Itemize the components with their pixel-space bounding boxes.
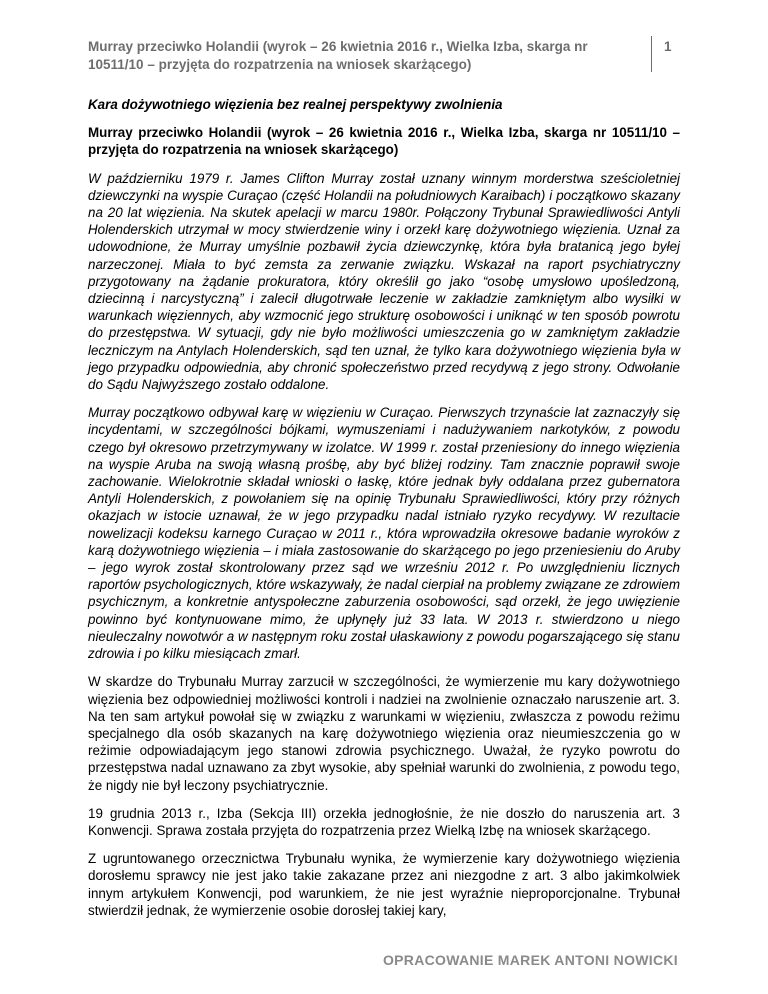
page-number: 1	[664, 39, 672, 54]
header-divider	[651, 36, 652, 72]
section-title: Kara dożywotniego więzienia bez realnej perspektywy zwolnienia	[88, 97, 503, 112]
document-body	[88, 96, 680, 930]
paragraph-complaint: W skardze do Trybunału Murray zarzucił w szczególności, że wymierzenie mu kary dożywotniego więzienia bez odpowiedniej możliwości kontroli i nadziei na zwolnienie oznaczało naruszenie art. 3. Na ten sam artykuł powołał się w związku z warunkami w więzieniu, zwłaszcza z powodu reżimu specjalnego dla osób skazanych na karę dożywotniego więzienia oraz nieumieszczenia go w reżimie odpowiadającym jego stanowi zdrowia psychicznego. Uważał, że ryzyko powrotu do przestępstwa nadal uznawano za zbyt wysokie, aby spełniał warunki do zwolnienia, z powodu tego, że nigdy nie był leczony psychiatrycznie.	[88, 674, 680, 793]
paragraph-case-law: Z ugruntowanego orzecznictwa Trybunału wynika, że wymierzenie kary dożywotniego więzienia dorosłemu sprawcy nie jest jako takie zakazane przez ani niezgodne z art. 3 albo jakimkolwiek innym artykułem Konwencji, pod warunkiem, że nie jest wyraźnie nieproporcjonalne. Trybunał stwierdził jednak, że wymierzenie osobie dorosłej takiej kary,	[88, 851, 680, 918]
paragraph-facts-2: Murray początkowo odbywał karę w więzieniu w Curaçao. Pierwszych trzynaście lat zaznaczyły się incydentami, w szczególności bójkami, wymuszeniami i nadużywaniem narkotyków, z powodu czego był okresowo przetrzymywany w izolatce. W 1999 r. został przeniesiony do innego więzienia na wyspie Aruba na swoją własną prośbę, aby być bliżej rodziny. Tam znacznie poprawił swoje zachowanie. Wielokrotnie składał wnioski o łaskę, które jednak były oddalana przez gubernatora Antyli Holenderskich, z powołaniem się na opinię Trybunału Sprawiedliwości, który przy różnych okazjach w istocie uznawał, że w jego przypadku nadal istniało ryzyko recydywy. W rezultacie nowelizacji kodeksu karnego Curaçao w 2011 r., która wprowadziła okresowe badanie wyroków z karą dożywotniego więzienia – i miała zastosowanie do skarżącego po jego przeniesieniu do Aruby – jego wyrok został skontrolowany przez sąd we wrześniu 2012 r. Po uwzględnieniu licznych raportów psychologicznych, które wskazywały, że nadal cierpiał na problemy związane ze zdrowiem psychicznym, a konkretnie antyspołeczne zaburzenia osobowości, sąd orzekł, że jego uwięzienie powinno być kontynuowane mimo, że upłynęły już 33 lata. W 2013 r. stwierdzono u niego nieuleczalny nowotwór a w następnym roku został ułaskawiony z powodu pogarszającego się stanu zdrowia i po kilku miesiącach zmarł.	[88, 405, 680, 662]
header-line-1: Murray przeciwko Holandii (wyrok – 26 kwietnia 2016 r., Wielka Izba, skarga nr	[88, 39, 588, 54]
paragraph-facts-1: W październiku 1979 r. James Clifton Murray został uznany winnym morderstwa sześcioletniej dziewczynki na wyspie Curaçao (część Holandii na południowych Karaibach) i początkowo skazany na 20 lat więzienia. Na skutek apelacji w marcu 1980r. Połączony Trybunał Sprawiedliwości Antyli Holenderskich utrzymał w mocy stwierdzenie winy i orzekł karę dożywotniego więzienia. Uznał za udowodnione, że Murray umyślnie pozbawił życia dziewczynkę, która była bratanicą jego byłej narzeczonej. Miała to być zemsta za zerwanie związku. Wskazał na raport psychiatryczny przygotowany na żądanie prokuratora, który określił go jako “osobę umysłowo upośledzoną, dziecinną i narcystyczną” i zalecił długotrwałe leczenie w zakładzie zamkniętym albo wysiłki w warunkach więziennych, aby wzmocnić jego strukturę osobowości i uniknąć w ten sposób powrotu do przestępstwa. W sytuacji, gdy nie było możliwości umieszczenia go w zamkniętym zakładzie leczniczym na Antylach Holenderskich, sąd ten uznał, że tylko kara dożywotniego więzienia była w jego przypadku odpowiednia, aby chronić społeczeństwo przed recydywą z jego strony. Odwołanie do Sądu Najwyższego zostało oddalone.	[88, 170, 680, 393]
paragraph-chamber-ruling: 19 grudnia 2013 r., Izba (Sekcja III) orzekła jednogłośnie, że nie doszło do naruszenia art. 3 Konwencji. Sprawa została przyjęta do rozpatrzenia przez Wielką Izbę na wniosek skarżącego.	[88, 805, 680, 838]
header-line-2: 10511/10 – przyjęta do rozpatrzenia na wniosek skarżącego)	[88, 57, 472, 72]
running-header	[88, 38, 648, 74]
case-title: Murray przeciwko Holandii (wyrok – 26 kwietnia 2016 r., Wielka Izba, skarga nr 10511/10 – przyjęta do rozpatrzenia na wniosek skarżącego)	[88, 125, 680, 158]
footer-author: OPRACOWANIE MAREK ANTONI NOWICKI	[382, 952, 678, 968]
